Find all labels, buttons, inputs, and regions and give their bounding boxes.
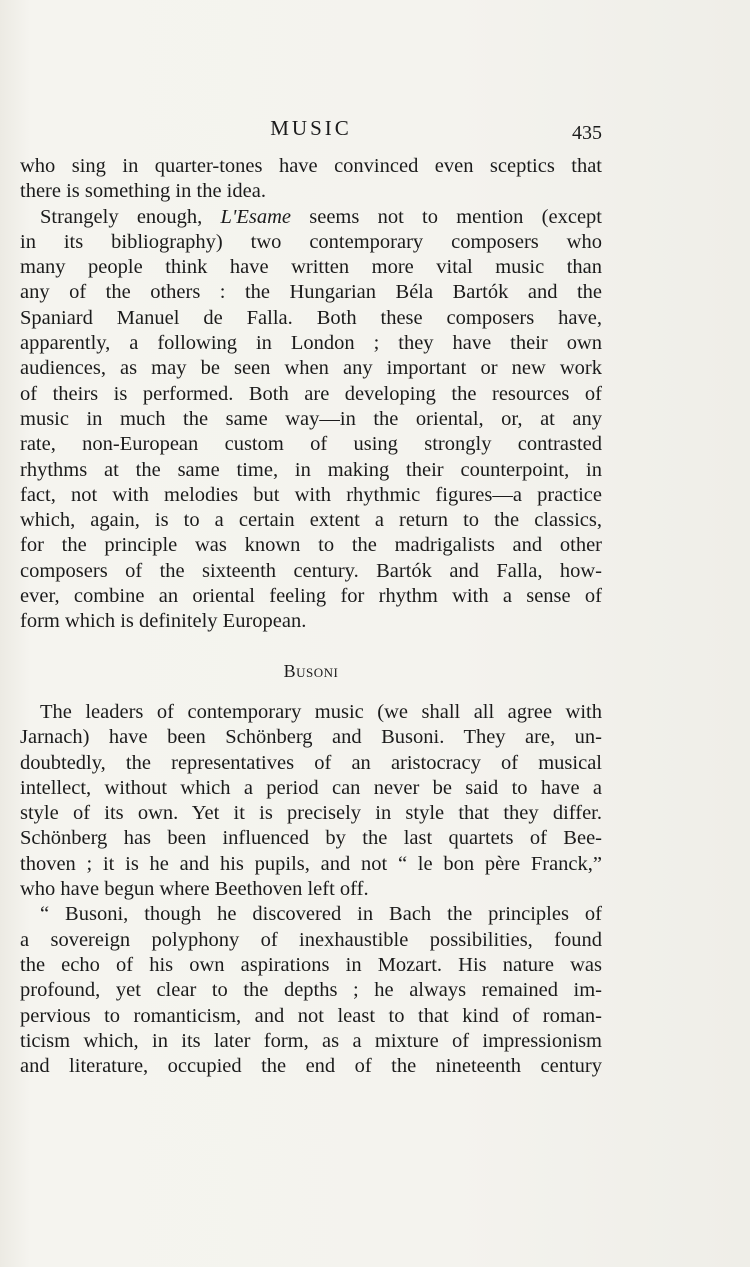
text-line: which, again, is to a certain extent a return to the classics,: [20, 509, 602, 532]
text-line: any of the others : the Hungarian Béla Bartók and the: [20, 281, 602, 304]
section-heading: Busoni: [283, 660, 339, 681]
page-number: 435: [572, 122, 602, 144]
text-line: [20, 205, 602, 230]
text-line: the echo of his own aspirations in Mozart. His nature was: [20, 953, 602, 976]
text-line: apparently, a following in London ; they have their own: [20, 332, 602, 355]
paragraph-continuation: [20, 154, 602, 205]
text-fragment: Strangely enough,: [40, 205, 221, 228]
text-line: doubtedly, the representatives of an aristocracy of musical: [20, 751, 602, 774]
text-line: audiences, as may be seen when any important or new work: [20, 357, 602, 380]
text-line: pervious to romanticism, and not least to that kind of roman-: [20, 1004, 602, 1027]
text-line: composers of the sixteenth century. Bartók and Falla, how-: [20, 559, 602, 582]
text-line: there is something in the idea.: [20, 180, 266, 203]
text-line: and literature, occupied the end of the nineteenth century: [20, 1055, 602, 1078]
text-line: thoven ; it is he and his pupils, and not “ le bon père Franck,”: [20, 852, 602, 875]
running-head: [20, 116, 602, 146]
text-line: who sing in quarter-tones have convinced even sceptics that: [20, 155, 602, 177]
text-line: The leaders of contemporary music (we shall all agree with: [40, 700, 602, 723]
text-line: style of its own. Yet it is precisely in style that they differ.: [20, 802, 602, 825]
text-line: intellect, without which a period can never be said to have a: [20, 776, 602, 799]
paragraph-bartok-falla: [20, 205, 602, 635]
paragraph-leaders: [20, 700, 602, 902]
body-text: [20, 154, 602, 1079]
paragraph-busoni-quote: [20, 902, 602, 1079]
text-line: a sovereign polyphony of inexhaustible possibilities, found: [20, 928, 602, 951]
text-line: Schönberg has been influenced by the last quartets of Bee-: [20, 827, 602, 850]
text-line: rate, non-European custom of using strongly contrasted: [20, 433, 602, 456]
text-line: in its bibliography) two contemporary composers who: [20, 230, 602, 253]
text-line: for the principle was known to the madrigalists and other: [20, 534, 602, 557]
text-line: “ Busoni, though he discovered in Bach the principles of: [40, 903, 602, 926]
text-line: rhythms at the same time, in making their counterpoint, in: [20, 458, 602, 481]
running-head-title: MUSIC: [270, 116, 352, 140]
text-line: Spaniard Manuel de Falla. Both these composers have,: [20, 306, 602, 329]
text-line: ticism which, in its later form, as a mixture of impressionism: [20, 1029, 602, 1052]
text-line: who have begun where Beethoven left off.: [20, 878, 369, 901]
text-line: profound, yet clear to the depths ; he always remained im-: [20, 979, 602, 1002]
text-line: of theirs is performed. Both are developing the resources of: [20, 382, 602, 405]
text-line: fact, not with melodies but with rhythmic figures—a practice: [20, 483, 602, 506]
text-line: music in much the same way—in the oriental, or, at any: [20, 407, 602, 430]
italic-title: L'Esame: [220, 205, 291, 228]
text-line: many people think have written more vital music than: [20, 256, 602, 279]
text-line: Jarnach) have been Schönberg and Busoni. They are, un-: [20, 726, 602, 749]
text-line: ever, combine an oriental feeling for rhythm with a sense of: [20, 585, 602, 608]
text-fragment: seems not to mention (except: [291, 205, 602, 228]
text-line: form which is definitely European.: [20, 610, 307, 633]
